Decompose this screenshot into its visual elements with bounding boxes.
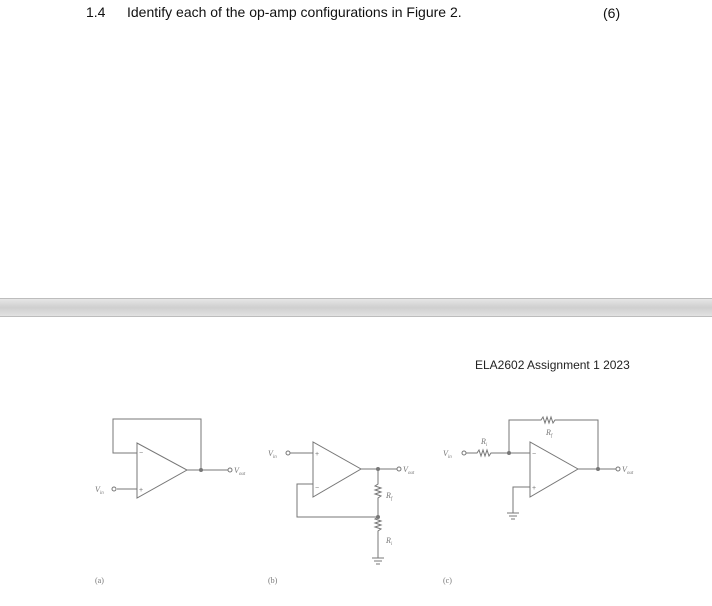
question-marks: (6)	[603, 5, 621, 21]
input-terminal-b	[286, 451, 290, 455]
vin-label-b: $V_{in}$	[268, 449, 277, 460]
circuit-a-voltage-follower	[95, 419, 246, 585]
minus-sign-a: −	[139, 450, 144, 457]
plus-sign-b: +	[315, 451, 320, 458]
vin-label-c: $V_{in}$	[443, 449, 452, 460]
op-amp-a	[137, 443, 187, 498]
rf-label-c: $R_f$	[546, 428, 553, 439]
caption-c: (c)	[443, 576, 452, 585]
circuit-c-inverting	[443, 417, 634, 585]
input-resistor-c	[466, 450, 530, 456]
question-number: 1.4	[86, 4, 106, 20]
output-terminal-c	[616, 467, 620, 471]
ground-icon-b	[372, 558, 384, 564]
vin-label-a: $V_{in}$	[95, 485, 104, 496]
circuit-b-non-inverting	[268, 442, 415, 585]
plus-sign-c: +	[532, 485, 537, 492]
vout-label-b: $V_{out}$	[403, 465, 415, 476]
ri-label-c: $R_i$	[481, 437, 488, 448]
input-terminal-c	[462, 451, 466, 455]
vout-label-a: $V_{out}$	[234, 466, 246, 477]
op-amp-c	[530, 442, 578, 497]
caption-b: (b)	[268, 576, 278, 585]
vout-label-c: $V_{out}$	[622, 465, 634, 476]
output-terminal-a	[228, 468, 232, 472]
rf-label-b: $R_f$	[386, 491, 393, 502]
minus-sign-c: −	[532, 451, 537, 458]
op-amp-b	[313, 442, 361, 497]
plus-sign-a: +	[139, 487, 144, 494]
caption-a: (a)	[95, 576, 104, 585]
output-terminal-b	[397, 467, 401, 471]
resistor-chain-b	[375, 469, 381, 558]
ground-icon-c	[507, 487, 530, 519]
question-text: Identify each of the op-amp configurations in Figure 2.	[127, 4, 462, 20]
minus-sign-b: −	[315, 485, 320, 492]
input-terminal-a	[112, 487, 116, 491]
footer-text: ELA2602 Assignment 1 2023	[475, 358, 630, 372]
node-a	[199, 468, 203, 472]
node-out-c	[596, 467, 600, 471]
feedback-wire-b	[297, 484, 378, 517]
ri-label-b: $R_i$	[386, 536, 393, 547]
